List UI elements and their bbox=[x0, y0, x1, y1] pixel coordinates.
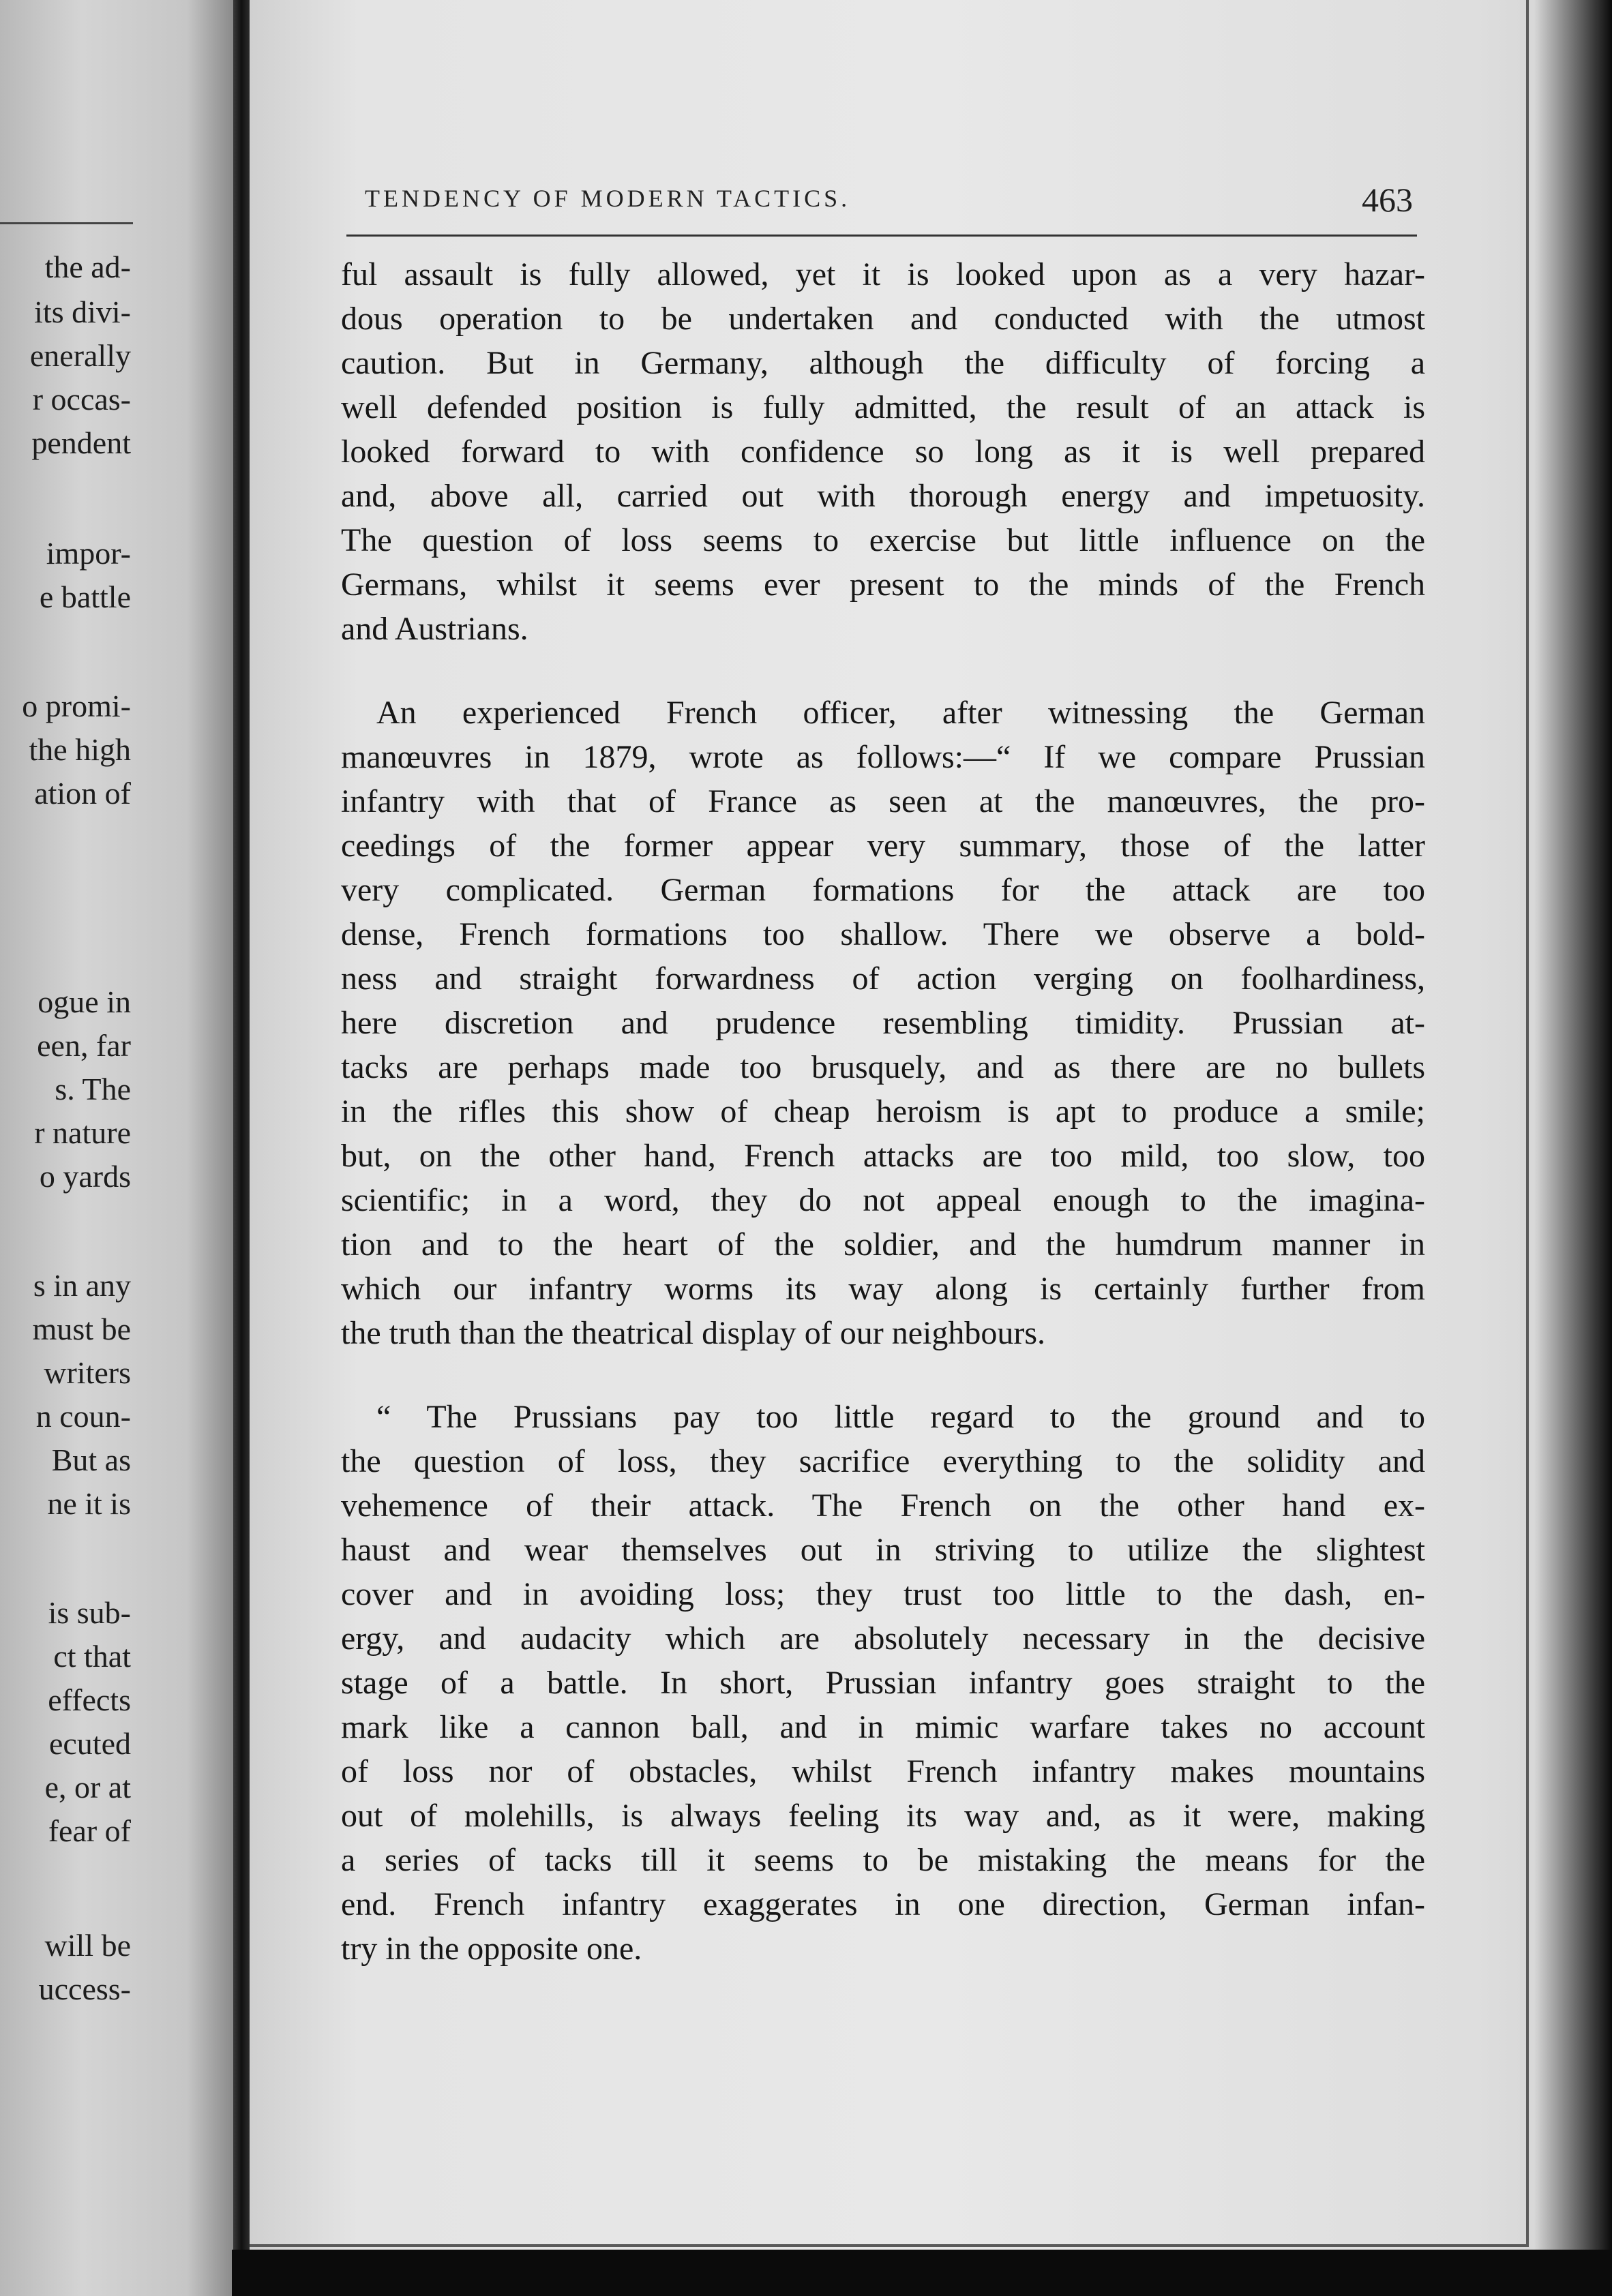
left-fragment: o yards bbox=[39, 1159, 131, 1194]
text-line: out of molehills, is always feeling its way and, as it were, making bbox=[341, 1798, 1425, 1834]
paragraph-3 bbox=[341, 1395, 1425, 1971]
text-line: which our infantry worms its way along is certainly further from bbox=[341, 1271, 1425, 1307]
left-fragment: een, far bbox=[37, 1028, 131, 1063]
text-line: ceedings of the former appear very summary, those of the latter bbox=[341, 828, 1425, 864]
paragraph-2 bbox=[341, 691, 1425, 1355]
paragraph-1 bbox=[341, 252, 1425, 651]
text-line: caution. But in Germany, although the difficulty of forcing a bbox=[341, 345, 1425, 381]
text-line: ful assault is fully allowed, yet it is looked upon as a very hazar- bbox=[341, 256, 1425, 292]
left-fragment: is sub- bbox=[48, 1595, 131, 1630]
left-fragment: pendent bbox=[31, 425, 131, 460]
page-header bbox=[365, 181, 1429, 225]
text-line: mark like a cannon ball, and in mimic warfare takes no account bbox=[341, 1709, 1425, 1745]
text-line: of loss nor of obstacles, whilst French infantry makes mountains bbox=[341, 1753, 1425, 1789]
left-fragment: ne it is bbox=[47, 1486, 131, 1521]
text-line: looked forward to with confidence so long as it is well prepared bbox=[341, 434, 1425, 470]
book-gutter bbox=[233, 0, 250, 2296]
text-line: The question of loss seems to exercise but little influence on the bbox=[341, 522, 1425, 558]
text-line: in the rifles this show of cheap heroism is apt to produce a smile; bbox=[341, 1093, 1425, 1130]
text-line: Germans, whilst it seems ever present to the minds of the French bbox=[341, 567, 1425, 603]
text-line: cover and in avoiding loss; they trust too little to the dash, en- bbox=[341, 1576, 1425, 1612]
text-line: and Austrians. bbox=[341, 611, 528, 647]
text-line: very complicated. German formations for the attack are too bbox=[341, 872, 1425, 908]
left-fragment: r nature bbox=[34, 1115, 131, 1150]
left-fragment: o promi- bbox=[22, 689, 131, 723]
left-fragment: writers bbox=[44, 1355, 131, 1390]
left-page-text-fragments bbox=[0, 0, 233, 2296]
right-scan-shadow bbox=[1534, 0, 1612, 2296]
left-fragment: uccess- bbox=[38, 1972, 131, 2006]
body-text bbox=[341, 252, 1425, 1971]
text-line: the question of loss, they sacrifice everything to the solidity and bbox=[341, 1443, 1425, 1479]
text-line: manœuvres in 1879, wrote as follows:—“ If we compare Prussian bbox=[341, 739, 1425, 775]
text-line: scientific; in a word, they do not appeal enough to the imagina- bbox=[341, 1182, 1425, 1218]
left-fragment: will be bbox=[44, 1928, 131, 1963]
text-line: haust and wear themselves out in striving to utilize the slightest bbox=[341, 1532, 1425, 1568]
text-line: a series of tacks till it seems to be mistaking the means for the bbox=[341, 1842, 1425, 1878]
left-fragment: fear of bbox=[48, 1813, 131, 1848]
left-fragment: s. The bbox=[55, 1072, 131, 1106]
text-line: ergy, and audacity which are absolutely necessary in the decisive bbox=[341, 1620, 1425, 1657]
bottom-scan-shadow bbox=[232, 2250, 1612, 2296]
text-line: well defended position is fully admitted, the result of an attack is bbox=[341, 389, 1425, 425]
text-line: but, on the other hand, French attacks are too mild, too slow, too bbox=[341, 1138, 1425, 1174]
left-fragment: e battle bbox=[39, 579, 131, 614]
running-title: TENDENCY OF MODERN TACTICS. bbox=[365, 185, 851, 212]
text-line: here discretion and prudence resembling timidity. Prussian at- bbox=[341, 1005, 1425, 1041]
text-line: stage of a battle. In short, Prussian infantry goes straight to the bbox=[341, 1665, 1425, 1701]
text-line: try in the opposite one. bbox=[341, 1931, 642, 1967]
left-fragment: its divi- bbox=[34, 294, 131, 329]
text-line: ness and straight forwardness of action verging on foolhardiness, bbox=[341, 961, 1425, 997]
left-fragment: ct that bbox=[53, 1639, 131, 1674]
left-fragment: must be bbox=[32, 1312, 131, 1346]
left-fragment: the ad- bbox=[44, 250, 131, 284]
page-number: 463 bbox=[1362, 181, 1413, 219]
left-fragment: ation of bbox=[34, 776, 131, 811]
left-fragment: impor- bbox=[46, 536, 131, 571]
left-page-edge bbox=[0, 0, 233, 2296]
text-line: dense, French formations too shallow. There we observe a bold- bbox=[341, 916, 1425, 952]
text-line: “ The Prussians pay too little regard to the ground and to bbox=[376, 1399, 1425, 1435]
left-fragment: ogue in bbox=[38, 984, 131, 1019]
left-fragment: the high bbox=[29, 732, 131, 767]
left-fragment: r occas- bbox=[32, 382, 131, 417]
left-fragment: e, or at bbox=[44, 1770, 131, 1804]
left-fragment: effects bbox=[48, 1682, 131, 1717]
text-line: the truth than the theatrical display of our neighbours. bbox=[341, 1315, 1046, 1351]
text-line: vehemence of their attack. The French on the other hand ex- bbox=[341, 1487, 1425, 1524]
text-line: and, above all, carried out with thorough energy and impetuosity. bbox=[341, 478, 1425, 514]
left-fragment: But as bbox=[51, 1442, 131, 1477]
text-line: infantry with that of France as seen at the manœuvres, the pro- bbox=[341, 783, 1425, 819]
left-fragment: n coun- bbox=[35, 1399, 131, 1434]
header-rule bbox=[346, 235, 1417, 237]
left-fragment: enerally bbox=[29, 338, 131, 373]
text-line: end. French infantry exaggerates in one direction, German infan- bbox=[341, 1886, 1425, 1922]
text-line: dous operation to be undertaken and conducted with the utmost bbox=[341, 301, 1425, 337]
text-line: tacks are perhaps made too brusquely, and as there are no bullets bbox=[341, 1049, 1425, 1085]
left-fragment: s in any bbox=[33, 1268, 131, 1303]
left-fragment: ecuted bbox=[48, 1726, 131, 1761]
text-line: An experienced French officer, after witnessing the German bbox=[376, 695, 1425, 731]
text-line: tion and to the heart of the soldier, and the humdrum manner in bbox=[341, 1226, 1425, 1263]
